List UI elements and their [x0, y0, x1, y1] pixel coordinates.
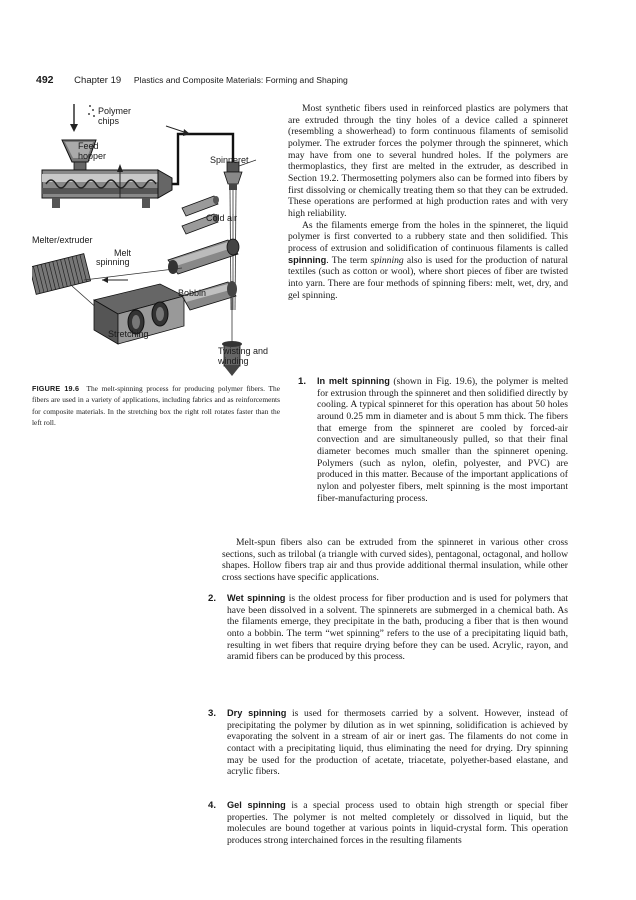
melt-spun-paragraph: Melt-spun fibers also can be extruded from the spinneret in various other cross sections, such as trilobal (a triangle with curved sides), pentagonal, octagonal, and hollow shapes. Hollow fibers trap air and thus provide additional thermal insulation, while other cross sections have specific applications. — [222, 537, 568, 583]
melter-extruder — [42, 170, 172, 208]
chapter-label: Chapter 19 — [74, 75, 122, 86]
page-number: 492 — [36, 74, 54, 86]
term-spinning-italic: spinning — [370, 254, 404, 266]
term-spinning: spinning — [288, 254, 327, 265]
label-feed: Feed — [78, 141, 99, 151]
item-text: is used for thermosets carried by a solvent. However, instead of precipitating the polymer by dilution as in wet spinning, solidification is achieved by evaporating the solvent in a stream of air or inert gas. The filaments do not come in contact with a precipitating liquid, thus eliminating the need for drying. Dry spinning may be used for the production of acetate, triacetate, polyether-based elastane, and acrylic fibers. — [227, 708, 568, 778]
label-melt: Melt — [114, 248, 132, 258]
label-spinning: spinning — [96, 257, 130, 267]
item-number: 2. — [208, 593, 217, 604]
figure-melt-spinning — [32, 100, 282, 380]
item-text: (shown in Fig. 19.6), the polymer is melted for extrusion through the spinneret and then solidified directly by cooling. A typical spinneret for this operation has about 50 holes around 0.25 mm in diameter and is about 5 mm thick. The fibers that emerge from the spinneret are cooled by forced-air convection and are simultaneously pulled, so that their final diameter becomes much smaller than the spinneret opening. Polymers (such as nylon, olefin, polyester, and PVC) are produced in this matter. Because of the important applications of nylon and polyester fibers, melt spinning is the most important fiber-manufacturing process. — [317, 376, 568, 504]
label-winding: winding — [218, 356, 249, 366]
bobbin-left — [32, 254, 91, 295]
running-header — [36, 74, 596, 86]
item-term: Dry spinning — [227, 708, 287, 718]
label-bobbin: Bobbin — [178, 288, 207, 298]
item-term: Gel spinning — [227, 800, 286, 810]
intro-paragraph-1: Most synthetic fibers used in reinforced plastics are polymers that are extruded through the tiny holes of a device called a spinneret (resembling a showerhead) to form continuous filaments of semisolid polymer. The extruder forces the polymer through the spinneret, which may have from one to several hundred holes. If the polymers are thermoplastics, they first are melted in the extruder, as described in Section 19.2. Thermosetting polymers also can be formed into fibers by first dissolving or chemically treating them so that they can be extruded. These operations are performed at high production rates and with very high reliability. — [288, 103, 568, 219]
label-twisting: Twisting and — [218, 346, 269, 356]
item-number: 3. — [208, 708, 217, 719]
label-melter-extruder: Melter/extruder — [32, 235, 93, 245]
item-term: Wet spinning — [227, 593, 286, 603]
list-item-melt-spinning — [298, 376, 568, 504]
intro-text — [288, 103, 568, 301]
label-spinneret: Spinneret — [210, 155, 249, 165]
label-stretching: Stretching — [108, 329, 149, 339]
figure-caption — [32, 383, 280, 429]
label-polymer: Polymer — [98, 106, 132, 116]
caption-label: FIGURE 19.6 — [32, 384, 80, 393]
item-text: is a special process used to obtain high strength or special fiber properties. The polymer is not melted completely or dissolved in liquid, but the molecules are bound together at various points in liquid-crystal form. This operation produces strong interchained forces in the resulting filaments — [227, 800, 569, 846]
list-item-dry-spinning — [208, 708, 568, 778]
item-term: In melt spinning — [317, 376, 390, 386]
label-hopper: hopper — [78, 151, 107, 161]
list-item-gel-spinning — [208, 800, 568, 847]
list-item-wet-spinning — [208, 593, 568, 663]
label-cold-air: Cold air — [206, 213, 238, 223]
section-title: Plastics and Composite Materials: Forming and Shaping — [133, 75, 348, 85]
item-number: 1. — [298, 376, 307, 387]
intro-paragraph-2: As the filaments emerge from the holes in the spinneret, the liquid polymer is first converted to a rubbery state and then solidified. This process of extrusion and solidification of continuous filaments is called spinning. The term spinning also is used for the production of natural textiles (such as cotton or wool), where short pieces of fiber are twisted into yarn. There are four methods of spinning fibers: melt, wet, dry, and gel spinning. — [288, 219, 568, 301]
item-number: 4. — [208, 800, 217, 811]
caption-text: The melt-spinning process for producing polymer fibers. The fibers are used in a variety of applications, including fabrics and as reinforcements for composite materials. In the stretching box the right roll rotates faster than the left roll. — [32, 384, 281, 428]
item-text: is the oldest process for fiber production and is used for polymers that have been dissolved in a solvent. The spinnerets are submerged in a chemical bath. As the filaments emerge, they precipitate in the bath, producing a fiber that is then wound onto a bobbin. The term “wet spinning” refers to the use of a precipitating liquid bath, resulting in wet fibers that require drying before they can be used. Acrylic, rayon, and aramid fibers can be produced by this process. — [227, 593, 568, 663]
label-chips: chips — [98, 116, 120, 126]
